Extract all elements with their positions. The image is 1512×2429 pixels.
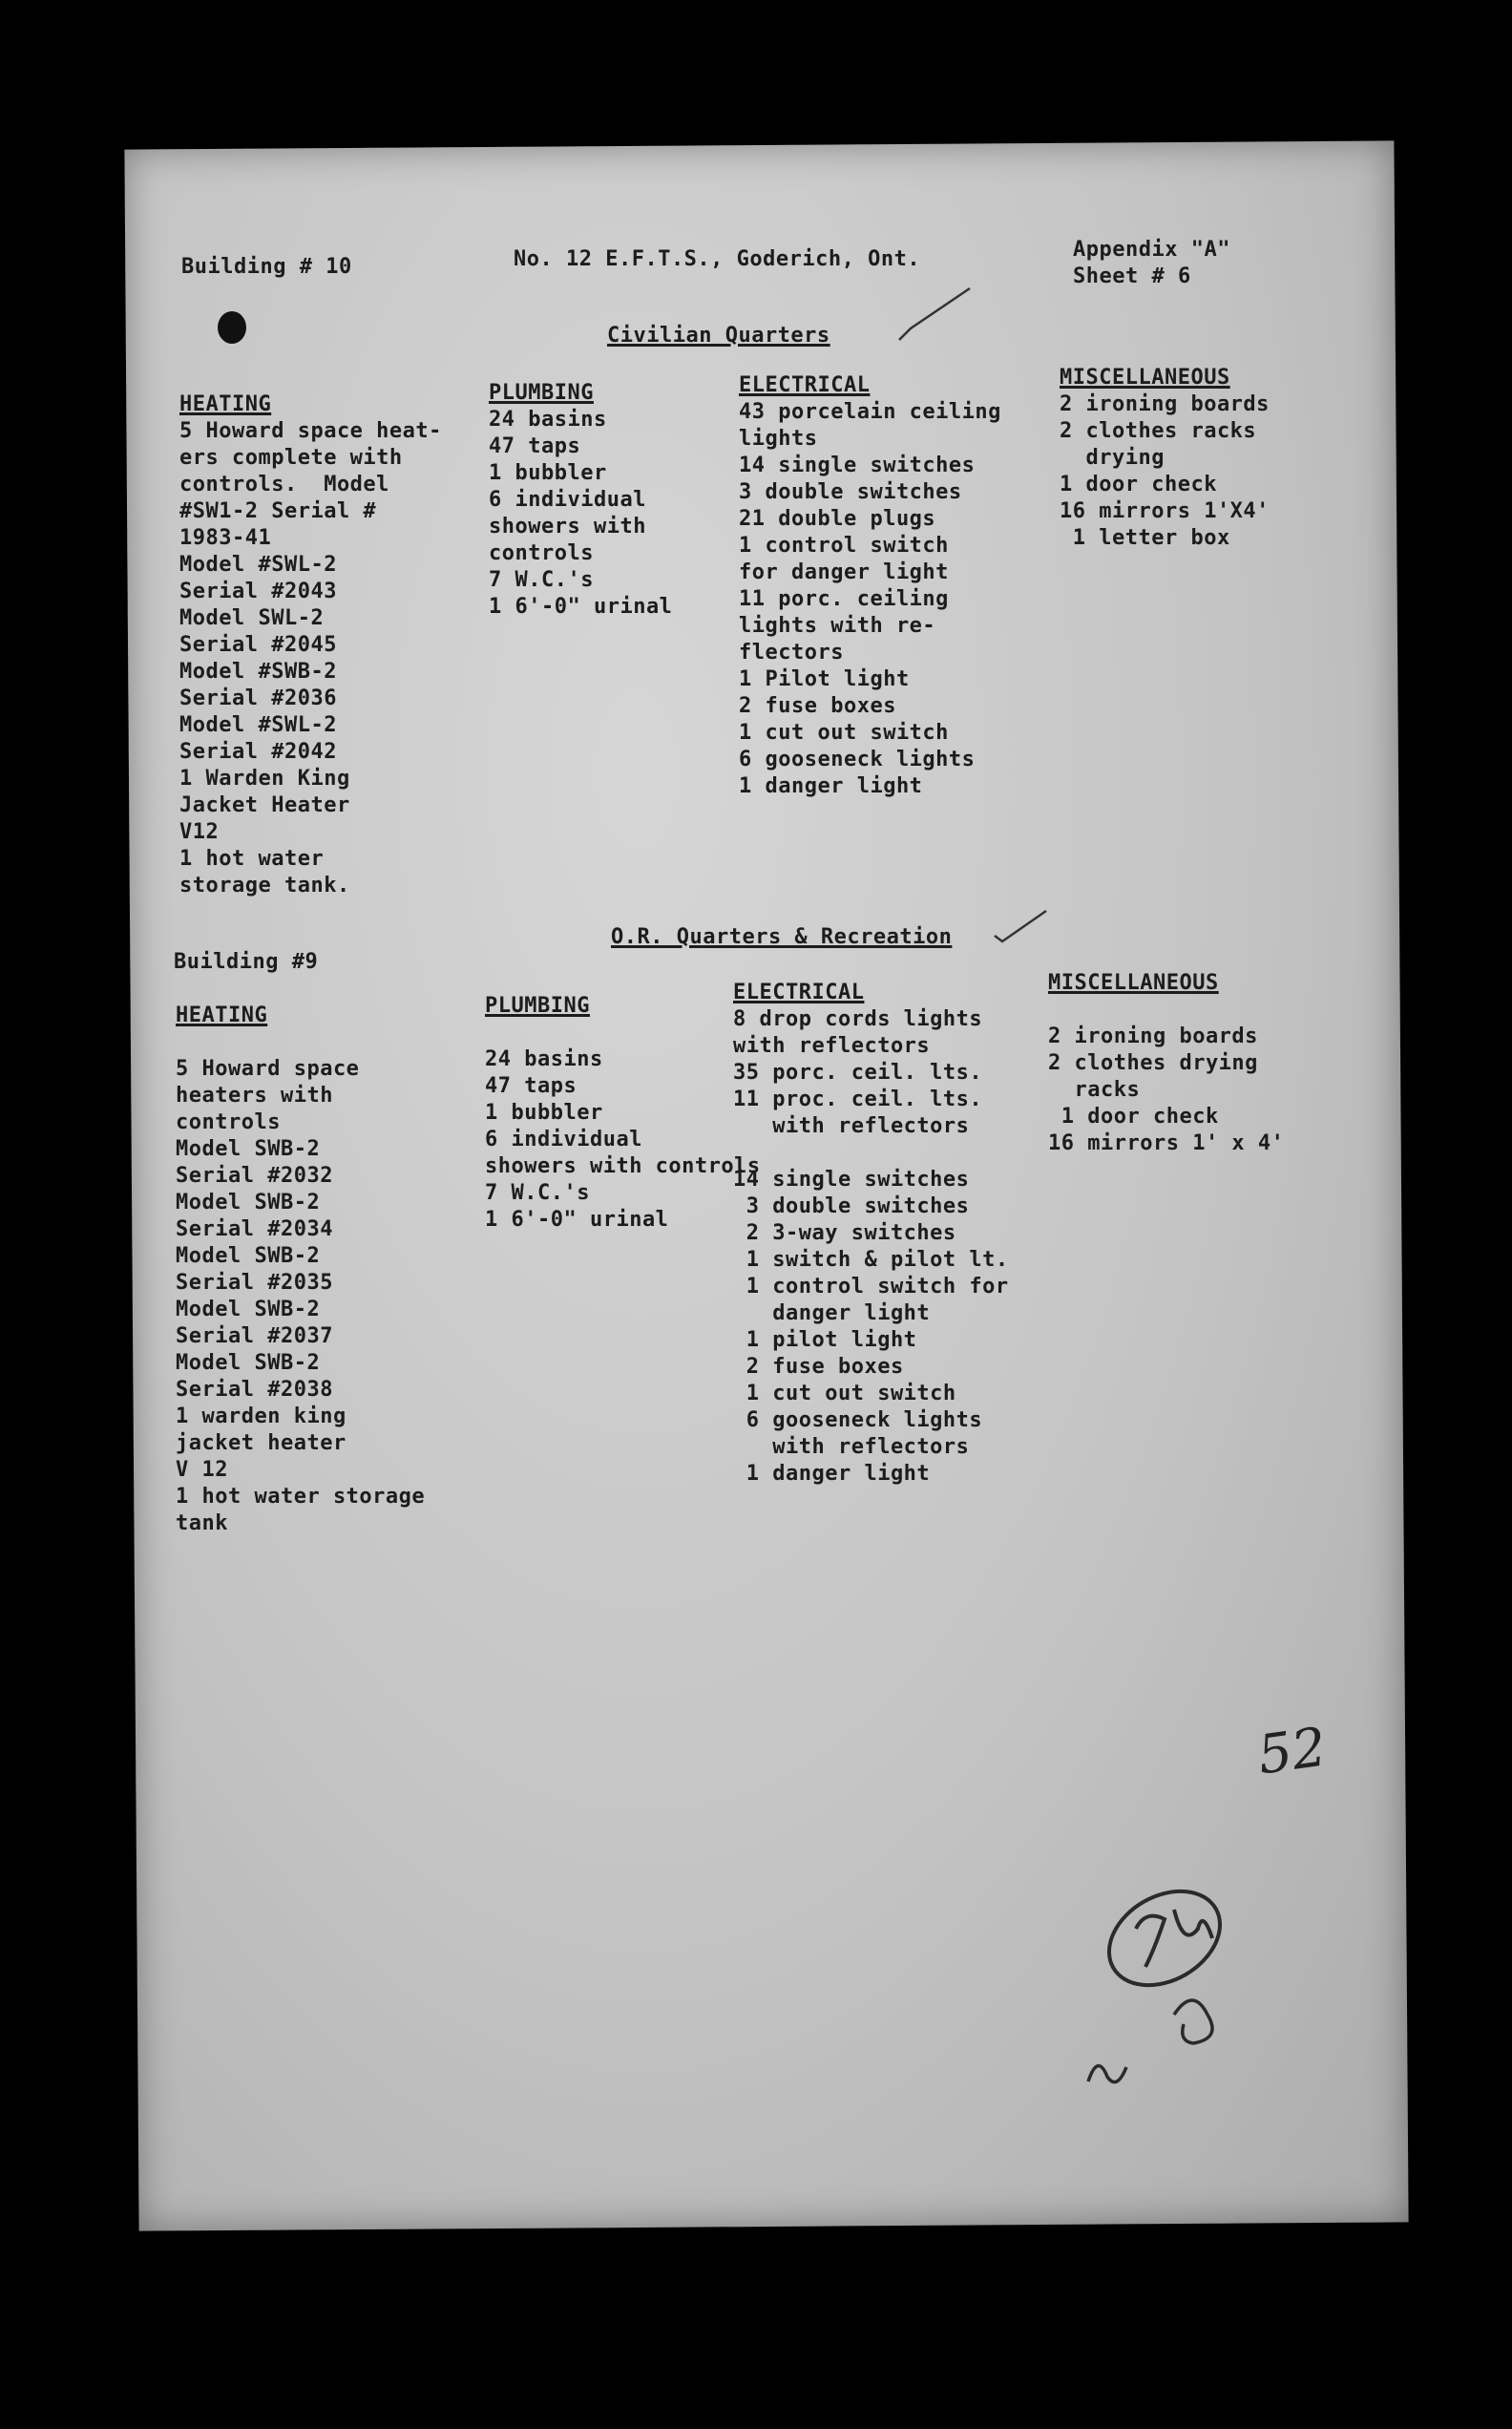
s2-electrical-line: 1 switch & pilot lt. [733, 1248, 1009, 1272]
s1-plumbing-line: 7 W.C.'s [489, 568, 594, 592]
s1-electrical-line: 11 porc. ceiling [739, 587, 949, 611]
s2-plumbing-line: 24 basins [485, 1047, 603, 1071]
s2-electrical-line: 3 double switches [733, 1194, 970, 1218]
s2-plumbing-list [485, 1046, 761, 1234]
s1-plumbing-heading: PLUMBING [489, 381, 594, 405]
s2-heating-line: heaters with [176, 1084, 333, 1108]
s2-misc-line [1048, 997, 1284, 1024]
s1-electrical-line: 1 control switch [739, 534, 949, 558]
s2-plumbing-line: 47 taps [485, 1074, 578, 1098]
s2-misc-line: 2 clothes drying [1048, 1051, 1258, 1075]
s1-heating-line: Serial #2045 [179, 633, 337, 657]
s1-electrical-column [739, 372, 1001, 800]
handwritten-page-number: 52 [1253, 1716, 1331, 1787]
s1-electrical-line: 2 fuse boxes [739, 694, 896, 718]
s2-heating-column [176, 1003, 425, 1537]
handwritten-initials-mark [1079, 1871, 1270, 2120]
s2-heating-line: Model SWB-2 [176, 1244, 321, 1268]
s1-heating-line: Model #SWL-2 [179, 553, 337, 577]
s2-heating-line: V 12 [176, 1458, 228, 1482]
s1-electrical-line: 1 danger light [739, 774, 923, 798]
s1-electrical-line: lights [739, 427, 818, 451]
s2-misc-list [1048, 997, 1284, 1157]
s2-plumbing-column [485, 993, 761, 1234]
s2-heating-line: Model SWB-2 [176, 1351, 321, 1375]
s2-misc-heading: MISCELLANEOUS [1048, 971, 1219, 995]
ink-blot [218, 311, 246, 344]
civilian-quarters-title: Civilian Quarters [607, 324, 830, 348]
s1-heating-line: Jacket Heater [179, 793, 350, 817]
s2-plumbing-line: 1 6'-0" urinal [485, 1208, 669, 1232]
building-10-label: Building # 10 [181, 255, 352, 279]
s1-electrical-line: 6 gooseneck lights [739, 748, 976, 771]
s1-heating-line: Model #SWL-2 [179, 713, 337, 737]
s1-misc-line: drying [1060, 446, 1165, 470]
s2-misc-line: racks [1048, 1078, 1141, 1102]
s1-heating-column [179, 391, 442, 899]
s2-plumbing-line: showers with controls [485, 1154, 761, 1178]
appendix-label: Appendix "A" [1073, 238, 1230, 262]
s1-heating-line: 5 Howard space heat- [179, 419, 442, 443]
s2-heating-line: Serial #2037 [176, 1324, 333, 1348]
s1-misc-list [1060, 391, 1270, 552]
s2-electrical-line: with reflectors [733, 1114, 970, 1138]
s1-electrical-line: flectors [739, 641, 844, 665]
s2-electrical-column [733, 980, 1009, 1488]
s1-plumbing-line: 1 bubbler [489, 461, 607, 485]
s2-heating-line: 1 warden king [176, 1405, 346, 1428]
s2-electrical-line: 1 danger light [733, 1462, 931, 1486]
s1-plumbing-column [489, 380, 672, 621]
s1-electrical-heading: ELECTRICAL [739, 373, 871, 397]
s2-heating-list [176, 1056, 425, 1537]
s2-electrical-line: 11 proc. ceil. lts. [733, 1088, 983, 1111]
s2-electrical-heading: ELECTRICAL [733, 981, 865, 1004]
s1-heating-line: controls. Model [179, 473, 389, 496]
s2-heating-line: Model SWB-2 [176, 1137, 321, 1161]
s2-electrical-line: 2 3-way switches [733, 1221, 956, 1245]
s1-misc-line: 2 ironing boards [1060, 392, 1270, 416]
s2-electrical-line: with reflectors [733, 1435, 970, 1459]
s2-misc-line: 1 door check [1048, 1105, 1219, 1129]
s1-electrical-line: 21 double plugs [739, 507, 936, 531]
s1-electrical-list [739, 399, 1001, 800]
s1-heating-heading: HEATING [179, 392, 272, 416]
s1-heating-list [179, 418, 442, 899]
s2-electrical-line [733, 1140, 1009, 1167]
school-title: No. 12 E.F.T.S., Goderich, Ont. [514, 247, 921, 271]
s2-plumbing-line: 7 W.C.'s [485, 1181, 590, 1205]
s2-electrical-line: 6 gooseneck lights [733, 1408, 983, 1432]
s1-heating-line: 1983-41 [179, 526, 272, 550]
s2-heating-line: 1 hot water storage [176, 1485, 426, 1509]
s1-plumbing-line: 6 individual [489, 488, 646, 512]
s2-electrical-list [733, 1006, 1009, 1488]
s1-electrical-line: 43 porcelain ceiling [739, 400, 1001, 424]
s1-misc-heading: MISCELLANEOUS [1060, 366, 1230, 390]
s1-heating-line: Serial #2042 [179, 740, 337, 764]
s1-heating-line: Model #SWB-2 [179, 660, 337, 684]
s1-electrical-line: 3 double switches [739, 480, 962, 504]
s1-heating-line: ers complete with [179, 446, 403, 470]
s2-electrical-line: 1 pilot light [733, 1328, 917, 1352]
s2-heating-line: Serial #2038 [176, 1378, 333, 1402]
s2-heating-line: jacket heater [176, 1431, 346, 1455]
s2-electrical-line: danger light [733, 1301, 931, 1325]
s1-misc-column [1060, 365, 1270, 552]
s1-heating-line: #SW1-2 Serial # [179, 499, 377, 523]
sheet-label: Sheet # 6 [1073, 264, 1191, 288]
s1-plumbing-line: 24 basins [489, 408, 607, 432]
s2-heating-line: tank [176, 1511, 228, 1535]
s1-heating-line: Model SWL-2 [179, 606, 325, 630]
s1-heating-line: storage tank. [179, 874, 350, 898]
s1-heating-line: 1 Warden King [179, 767, 350, 791]
s2-electrical-line: with reflectors [733, 1034, 931, 1058]
s2-electrical-line: 35 porc. ceil. lts. [733, 1061, 983, 1085]
s2-electrical-line: 8 drop cords lights [733, 1007, 983, 1031]
s1-plumbing-line: showers with [489, 515, 646, 539]
s1-electrical-line: 1 cut out switch [739, 721, 949, 745]
s1-heating-line: 1 hot water [179, 847, 325, 871]
s2-heating-line: Serial #2032 [176, 1164, 333, 1188]
check-mark-2 [993, 907, 1050, 945]
check-mark-1 [897, 286, 974, 344]
s2-heating-line: Model SWB-2 [176, 1298, 321, 1321]
s1-heating-line: Serial #2043 [179, 580, 337, 603]
or-quarters-title: O.R. Quarters & Recreation [611, 925, 953, 949]
s2-heating-line: Serial #2034 [176, 1217, 333, 1241]
s1-electrical-line: for danger light [739, 560, 949, 584]
s1-electrical-line: lights with re- [739, 614, 936, 638]
s1-plumbing-line: 1 6'-0" urinal [489, 595, 673, 619]
s1-misc-line: 2 clothes racks [1060, 419, 1257, 443]
s2-misc-column [1048, 970, 1284, 1157]
s2-heating-line: Serial #2035 [176, 1271, 333, 1295]
s1-misc-line: 16 mirrors 1'X4' [1060, 499, 1270, 523]
s2-electrical-line: 2 fuse boxes [733, 1355, 904, 1379]
s2-plumbing-line: 1 bubbler [485, 1101, 603, 1125]
s1-plumbing-list [489, 407, 672, 621]
s1-electrical-line: 14 single switches [739, 454, 976, 477]
s1-heating-line: Serial #2036 [179, 686, 337, 710]
s1-plumbing-line: 47 taps [489, 434, 581, 458]
s2-heating-heading: HEATING [176, 1003, 268, 1027]
s2-heating-line: Model SWB-2 [176, 1191, 321, 1214]
s2-plumbing-heading: PLUMBING [485, 994, 590, 1018]
s1-heating-line: V12 [179, 820, 220, 844]
s2-electrical-line: 1 control switch for [733, 1275, 1009, 1299]
s1-misc-line: 1 letter box [1060, 526, 1230, 550]
s2-electrical-line: 1 cut out switch [733, 1382, 956, 1405]
s1-plumbing-line: controls [489, 541, 594, 565]
s1-misc-line: 1 door check [1060, 473, 1217, 496]
s1-electrical-line: 1 Pilot light [739, 667, 910, 691]
s2-misc-line: 16 mirrors 1' x 4' [1048, 1131, 1285, 1155]
building-9-label: Building #9 [174, 950, 319, 974]
s2-heating-line: 5 Howard space [176, 1057, 360, 1081]
s2-misc-line: 2 ironing boards [1048, 1024, 1258, 1048]
s2-heating-line: controls [176, 1110, 281, 1134]
s2-electrical-line: 14 single switches [733, 1168, 970, 1192]
s2-plumbing-line: 6 individual [485, 1128, 642, 1151]
